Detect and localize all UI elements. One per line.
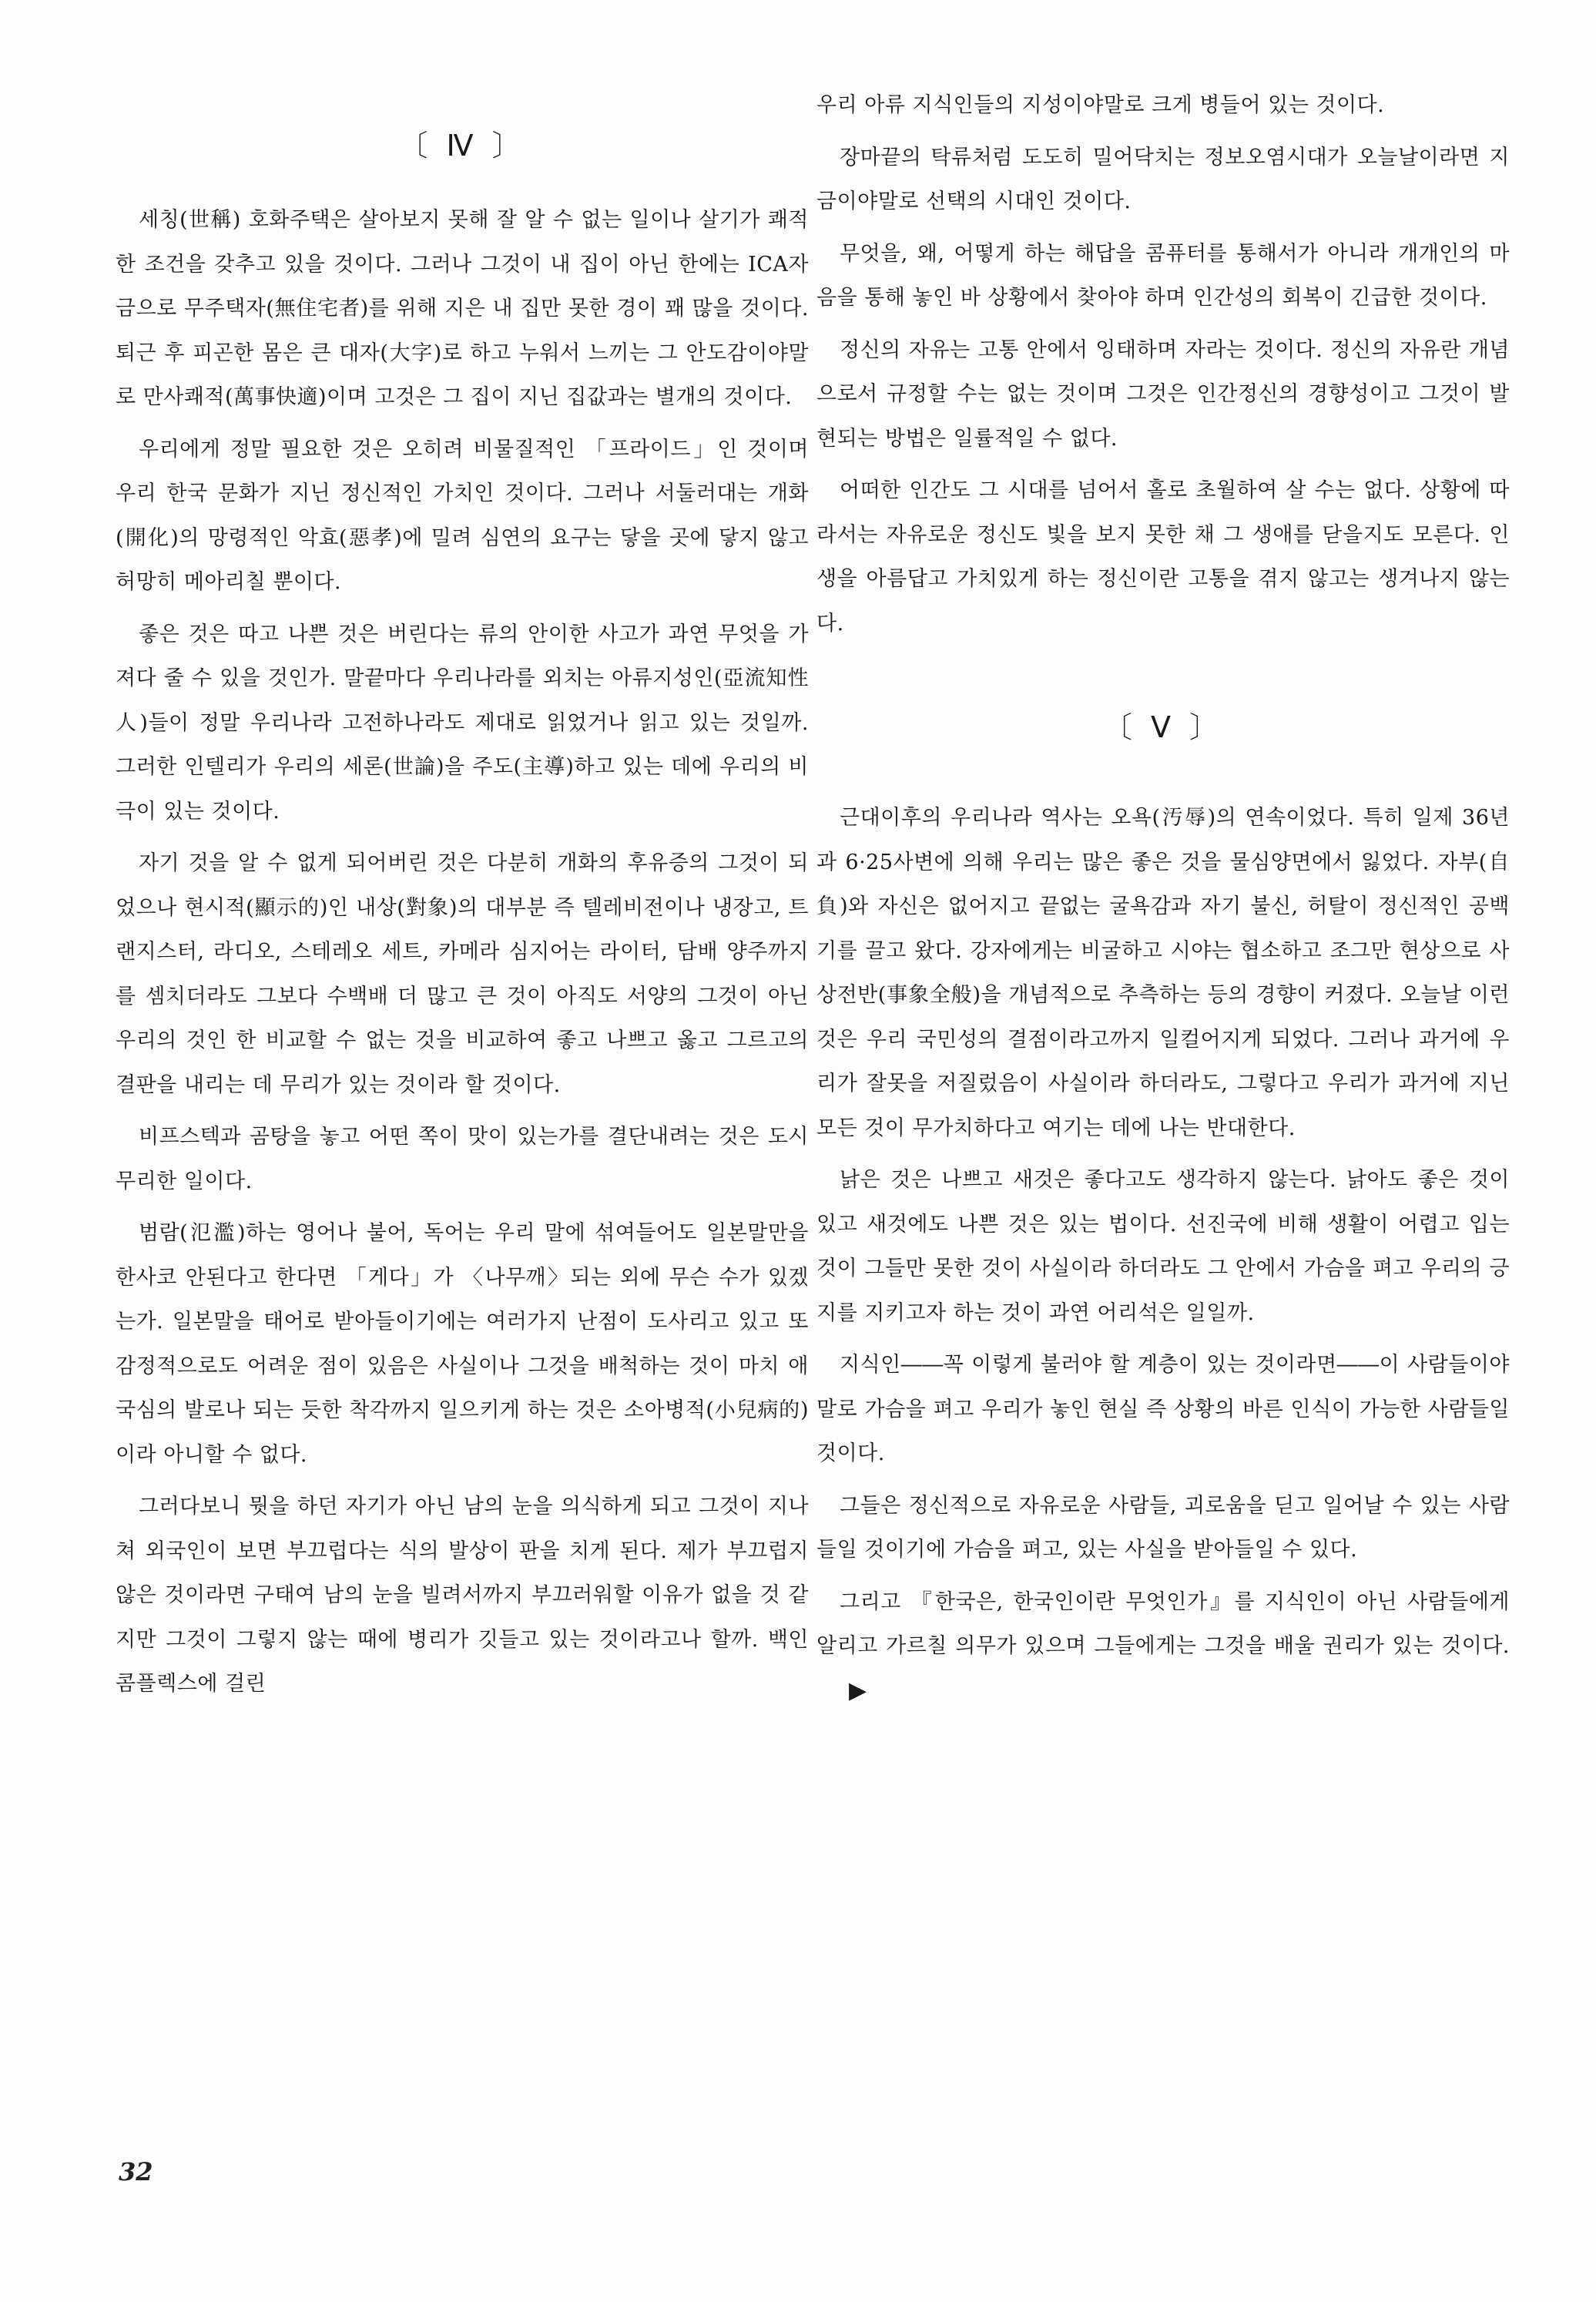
paragraph: 세칭(世稱) 호화주택은 살아보지 못해 잘 알 수 없는 일이나 살기가 쾌적한 조건을 갖추고 있을 것이다. 그러나 그것이 내 집이 아닌 한에는 ICA자금으로 무주택자(無住宅者)를 위해 지은 내 집만 못한 경이 꽤 많을 것이다. 퇴근 후 피곤한 몸은 큰 대자(大字)로 하고 누워서 느끼는 그 안도감이야말로 만사쾌적(萬事快適)이며 고것은 그 집이 지닌 집값과는 별개의 것이다. (116, 208, 809, 409)
paragraph: 우리 아류 지식인들의 지성이야말로 크게 병들어 있는 것이다. (816, 93, 1385, 117)
section-heading-v: 〔 Ⅴ 〕 (1102, 710, 1224, 744)
paragraph: 그러다보니 뭣을 하던 자기가 아닌 남의 눈을 의식하게 되고 그것이 지나쳐 외국인이 보면 부끄럽다는 식의 발상이 판을 치게 된다. 제가 부끄럽지 않은 것이라면 구태여 남의 눈을 빌려서까지 부끄러워할 이유가 없을 것 같지만 그것이 그렇지 않는 때에 병리가 깃들고 있는 것이라고나 할까. 백인 콤플렉스에 걸린 (116, 1495, 809, 1696)
right-column (816, 83, 1510, 1721)
paragraph: 정신의 자유는 고통 안에서 잉태하며 자라는 것이다. 정신의 자유란 개념으로서 규정할 수는 없는 것이며 그것은 인간정신의 경향성이고 그것이 발현되는 방법은 일률적일 수 없다. (816, 337, 1510, 451)
section-heading-iv: 〔 Ⅳ 〕 (398, 129, 526, 163)
final-paragraph-text: 그리고 『한국은, 한국인이란 무엇인가』를 지식인이 아닌 사람들에게 알리고 가르칠 의무가 있으며 그들에게는 그것을 배울 권리가 있는 것이다. (816, 1589, 1510, 1658)
paragraph: 장마끝의 탁류처럼 도도히 밀어닥치는 정보오염시대가 오늘날이라면 지금이야말로 선택의 시대인 것이다. (816, 145, 1510, 213)
paragraph: 비프스텍과 곰탕을 놓고 어떤 쪽이 맛이 있는가를 결단내려는 것은 도시 무리한 일이다. (116, 1125, 809, 1193)
paragraph: 근대이후의 우리나라 역사는 오욕(汚辱)의 연속이었다. 특히 일제 36년과 6·25사변에 의해 우리는 많은 좋은 것을 물심양면에서 잃었다. 자부(自負)와 자신은 없어지고 끝없는 굴욕감과 자기 불신, 허탈이 정신적인 공백기를 끌고 왔다. 강자에게는 비굴하고 시야는 협소하고 조그만 현상으로 사상전반(事象全般)을 개념적으로 추측하는 등의 경향이 커졌다. 오늘날 이런 것은 우리 국민성의 결점이라고까지 일컬어지게 되었다. 그러나 과거에 우리가 잘못을 저질렀음이 사실이라 하더라도, 그렇다고 우리가 과거에 지닌 모든 것이 무가치하다고 여기는 데에 나는 반대한다. (816, 806, 1510, 1140)
end-mark-icon: ▶ (849, 1676, 867, 1704)
paragraph: 범람(氾濫)하는 영어나 불어, 독어는 우리 말에 섞여들어도 일본말만을 한사코 안된다고 한다면 「게다」가 〈나무깨〉되는 외에 무슨 수가 있겠는가. 일본말을 태어로 받아들이기에는 여러가지 난점이 도사리고 있고 또 감정적으로도 어려운 점이 있음은 사실이나 그것을 배척하는 것이 마치 애국심의 발로나 되는 듯한 착각까지 일으키게 하는 것은 소아병적(小兒病的)이라 아니할 수 없다. (116, 1221, 809, 1467)
paragraph: 자기 것을 알 수 없게 되어버린 것은 다분히 개화의 후유증의 그것이 되었으나 현시적(顯示的)인 내상(對象)의 대부분 즉 텔레비전이나 냉장고, 트랜지스터, 라디오, 스테레오 세트, 카메라 심지어는 라이터, 담배 양주까지를 셈치더라도 그보다 수백배 더 많고 큰 것이 아직도 서양의 그것이 아닌 우리의 것인 한 비교할 수 없는 것을 비교하여 좋고 나쁘고 옳고 그르고의 결판을 내리는 데 무리가 있는 것이라 할 것이다. (116, 851, 809, 1097)
paragraph: 그들은 정신적으로 자유로운 사람들, 괴로움을 딛고 일어날 수 있는 사람들일 것이기에 가슴을 펴고, 있는 사실을 받아들일 수 있다. (816, 1493, 1510, 1562)
paragraph-final (816, 1580, 1510, 1714)
paragraph: 무엇을, 왜, 어떻게 하는 해답을 콤퓨터를 통해서가 아니라 개개인의 마음을 통해 놓인 바 상황에서 찾아야 하며 인간성의 회복이 긴급한 것이다. (816, 241, 1510, 310)
paragraph: 지식인――꼭 이렇게 불러야 할 계층이 있는 것이라면――이 사람들이야말로 가슴을 펴고 우리가 놓인 현실 즉 상황의 바른 인식이 가능한 사람들일 것이다. (816, 1353, 1510, 1465)
page-number: 32 (119, 2157, 153, 2186)
paragraph: 낡은 것은 나쁘고 새것은 좋다고도 생각하지 않는다. 낡아도 좋은 것이 있고 새것에도 나쁜 것은 있는 법이다. 선진국에 비해 생활이 어렵고 입는 것이 그들만 못한 것이 사실이라 하더라도 그 안에서 가슴을 펴고 우리의 긍지를 지키고자 하는 것이 과연 어리석은 일일까. (816, 1168, 1510, 1325)
paragraph: 좋은 것은 따고 나쁜 것은 버린다는 류의 안이한 사고가 과연 무엇을 가져다 줄 수 있을 것인가. 말끝마다 우리나라를 외치는 아류지성인(亞流知性人)들이 정말 우리나라 고전하나라도 제대로 읽었거나 읽고 있는 것일까. 그러한 인텔리가 우리의 세론(世論)을 주도(主導)하고 있는 데에 우리의 비극이 있는 것이다. (116, 622, 809, 824)
paragraph: 우리에게 정말 필요한 것은 오히려 비물질적인 「프라이드」인 것이며 우리 한국 문화가 지닌 정신적인 가치인 것이다. 그러나 서둘러대는 개화(開化)의 망령적인 악효(惡孝)에 밀려 심연의 요구는 닿을 곳에 닿지 않고 허망히 메아리칠 뿐이다. (116, 437, 809, 594)
left-column (116, 77, 809, 1714)
paragraph: 어떠한 인간도 그 시대를 넘어서 홀로 초월하여 살 수는 없다. 상황에 따라서는 자유로운 정신도 빛을 보지 못한 채 그 생애를 닫을지도 모른다. 인생을 아름답고 가치있게 하는 정신이란 고통을 겪지 않고는 생겨나지 않는다. (816, 478, 1510, 636)
